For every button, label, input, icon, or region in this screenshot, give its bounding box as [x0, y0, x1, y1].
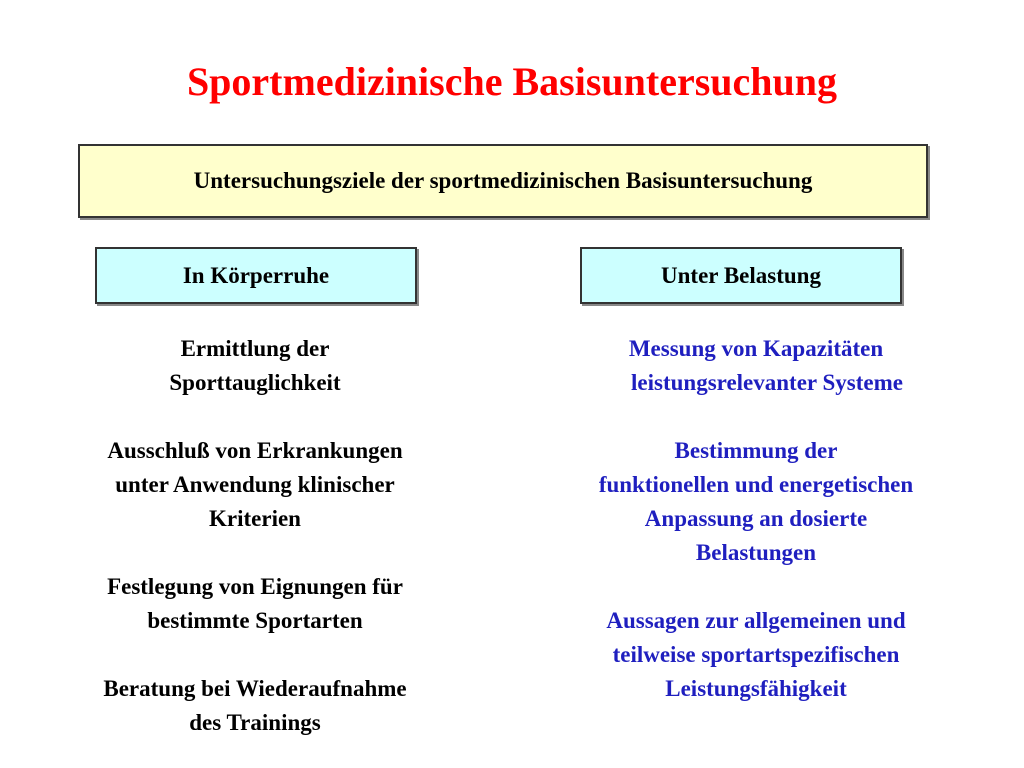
load-goal-line: Leistungsfähigkeit [665, 676, 847, 701]
load-goal-item [534, 434, 978, 570]
load-goal-line: Aussagen zur allgemeinen und [606, 608, 906, 633]
load-goal-line: Messung von Kapazitäten [628, 336, 884, 361]
rest-goal-item [40, 570, 470, 638]
slide-title: Sportmedizinische Basisuntersuchung [186, 59, 838, 104]
rest-goal-line: Beratung bei Wiederaufnahme [103, 676, 407, 701]
rest-goal-line: unter Anwendung klinischer [115, 472, 395, 497]
load-goal-line: Belastungen [695, 540, 817, 565]
rest-goal-line: Festlegung von Eignungen für [107, 574, 403, 599]
load-goal-line: Anpassung an dosierte [644, 506, 868, 531]
rest-goal-line: Sporttauglichkeit [169, 370, 341, 395]
rest-goals-list [40, 332, 470, 740]
load-heading-label: Unter Belastung [661, 262, 821, 288]
rest-heading-box [95, 247, 417, 304]
goal-box [78, 144, 928, 218]
load-goal-item [534, 332, 978, 400]
rest-goal-line: Kriterien [209, 506, 301, 531]
load-heading-box [580, 247, 902, 304]
rest-goal-line: Ausschluß von Erkrankungen [107, 438, 403, 463]
rest-heading-label: In Körperruhe [182, 262, 330, 288]
load-goal-line: funktionellen und energetischen [598, 472, 914, 497]
load-goal-item [534, 604, 978, 706]
load-goals-list [534, 332, 978, 706]
rest-goal-line: des Trainings [189, 710, 321, 735]
load-goal-line: Bestimmung der [674, 438, 838, 463]
rest-goal-line: Ermittlung der [180, 336, 330, 361]
rest-goal-item [40, 434, 470, 536]
rest-goal-line: bestimmte Sportarten [147, 608, 363, 633]
load-goal-line: leistungsrelevanter Systeme [631, 370, 903, 395]
rest-goal-item [40, 672, 470, 740]
goal-box-label: Untersuchungsziele der sportmedizinischen Basisuntersuchung [193, 168, 813, 193]
load-goal-line: teilweise sportartspezifischen [612, 642, 900, 667]
rest-goal-item [40, 332, 470, 400]
